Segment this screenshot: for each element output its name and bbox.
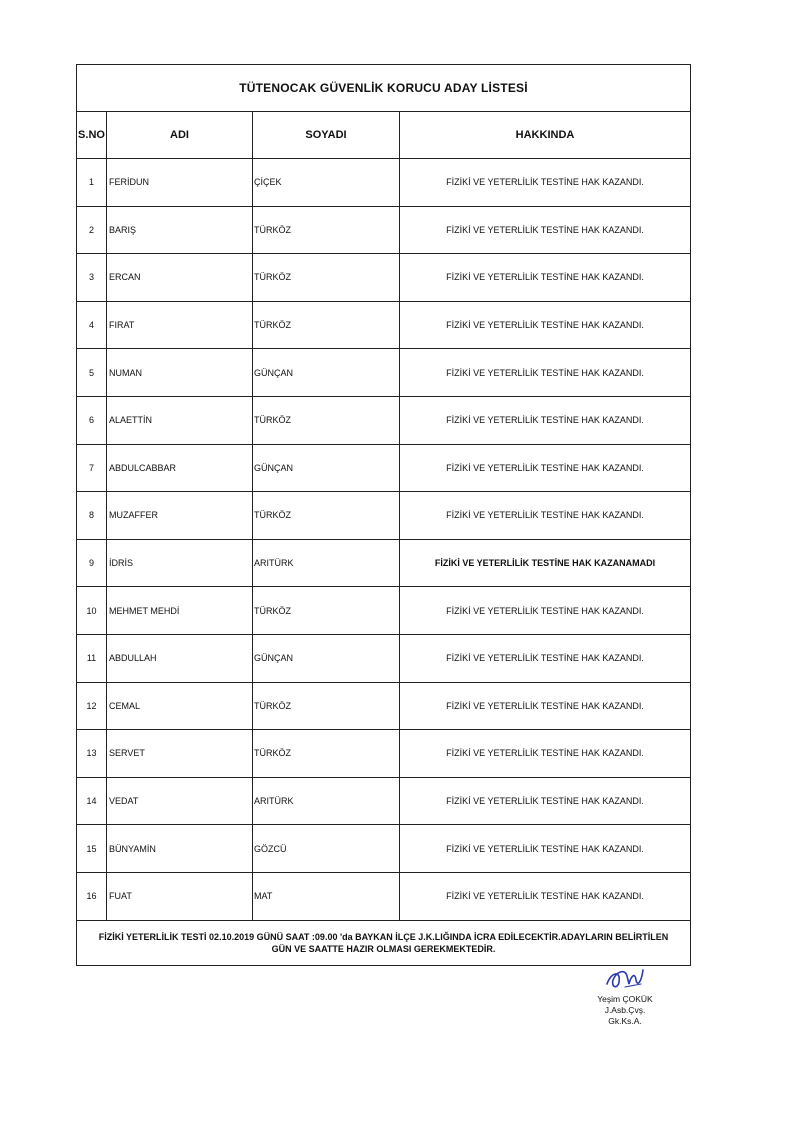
cell-sno: 4 [77,301,107,349]
cell-sno: 13 [77,730,107,778]
cell-hakkinda: FİZİKİ VE YETERLİLİK TESTİNE HAK KAZANDI. [400,634,691,682]
column-header-sno: S.NO [77,112,107,159]
column-header-soyadi: SOYADI [253,112,400,159]
cell-hakkinda: FİZİKİ VE YETERLİLİK TESTİNE HAK KAZANDI. [400,730,691,778]
handwritten-signature [603,962,647,994]
cell-adi: ABDULLAH [107,634,253,682]
cell-soyadi: MAT [253,872,400,920]
column-header-adi: ADI [107,112,253,159]
cell-sno: 1 [77,159,107,207]
cell-adi: BÜNYAMİN [107,825,253,873]
cell-sno: 9 [77,539,107,587]
cell-hakkinda: FİZİKİ VE YETERLİLİK TESTİNE HAK KAZANDI. [400,587,691,635]
exam-note [77,920,691,965]
cell-soyadi: GÖZCÜ [253,825,400,873]
cell-soyadi: GÜNÇAN [253,444,400,492]
cell-sno: 7 [77,444,107,492]
cell-sno: 12 [77,682,107,730]
document-title: TÜTENOCAK GÜVENLİK KORUCU ADAY LİSTESİ [77,65,691,112]
table-row [77,159,691,207]
cell-soyadi: GÜNÇAN [253,349,400,397]
cell-hakkinda: FİZİKİ VE YETERLİLİK TESTİNE HAK KAZANDI. [400,349,691,397]
table-row [77,206,691,254]
cell-soyadi: TÜRKÖZ [253,301,400,349]
cell-soyadi: TÜRKÖZ [253,730,400,778]
cell-adi: ALAETTİN [107,396,253,444]
table-row [77,349,691,397]
cell-soyadi: TÜRKÖZ [253,254,400,302]
cell-adi: FIRAT [107,301,253,349]
cell-hakkinda: FİZİKİ VE YETERLİLİK TESTİNE HAK KAZANDI. [400,159,691,207]
cell-sno: 14 [77,777,107,825]
exam-note-line-2: GÜN VE SAATTE HAZIR OLMASI GEREKMEKTEDİR. [271,943,496,954]
table-row [77,872,691,920]
cell-adi: BARIŞ [107,206,253,254]
cell-adi: MUZAFFER [107,492,253,540]
cell-soyadi: TÜRKÖZ [253,396,400,444]
table-row [77,396,691,444]
cell-sno: 2 [77,206,107,254]
cell-soyadi: ARITÜRK [253,777,400,825]
cell-adi: SERVET [107,730,253,778]
cell-sno: 11 [77,634,107,682]
table-row [77,254,691,302]
cell-hakkinda: FİZİKİ VE YETERLİLİK TESTİNE HAK KAZANDI. [400,492,691,540]
cell-soyadi: TÜRKÖZ [253,682,400,730]
cell-hakkinda: FİZİKİ VE YETERLİLİK TESTİNE HAK KAZANDI. [400,872,691,920]
cell-adi: ABDULCABBAR [107,444,253,492]
signature-block [580,962,670,1027]
cell-sno: 6 [77,396,107,444]
cell-sno: 15 [77,825,107,873]
column-header-hakkinda: HAKKINDA [400,112,691,159]
cell-adi: NUMAN [107,349,253,397]
cell-adi: MEHMET MEHDİ [107,587,253,635]
signatory-name: Yeşim ÇOKÜK [597,994,653,1004]
cell-soyadi: ÇİÇEK [253,159,400,207]
cell-hakkinda: FİZİKİ VE YETERLİLİK TESTİNE HAK KAZANAMADI [400,539,691,587]
cell-hakkinda: FİZİKİ VE YETERLİLİK TESTİNE HAK KAZANDI. [400,444,691,492]
table-row [77,539,691,587]
cell-soyadi: GÜNÇAN [253,634,400,682]
cell-adi: ERCAN [107,254,253,302]
table-row [77,587,691,635]
cell-hakkinda: FİZİKİ VE YETERLİLİK TESTİNE HAK KAZANDI. [400,682,691,730]
cell-hakkinda: FİZİKİ VE YETERLİLİK TESTİNE HAK KAZANDI. [400,301,691,349]
candidate-table [76,64,691,966]
exam-note-line-1: FİZİKİ YETERLİLİK TESTİ 02.10.2019 GÜNÜ SAAT :09.00 'da BAYKAN İLÇE J.K.LIĞINDA İCRA EDİLECEKTİR.ADAYLARIN BELİRTİLEN [98,931,669,942]
cell-soyadi: ARITÜRK [253,539,400,587]
table-row [77,634,691,682]
cell-adi: CEMAL [107,682,253,730]
cell-adi: FUAT [107,872,253,920]
table-row [77,730,691,778]
table-row [77,301,691,349]
cell-hakkinda: FİZİKİ VE YETERLİLİK TESTİNE HAK KAZANDI. [400,206,691,254]
cell-sno: 5 [77,349,107,397]
signatory-rank: J.Asb.Çvş. [604,1005,646,1015]
table-row [77,492,691,540]
cell-soyadi: TÜRKÖZ [253,206,400,254]
cell-adi: İDRİS [107,539,253,587]
candidate-list-document [76,64,690,966]
cell-hakkinda: FİZİKİ VE YETERLİLİK TESTİNE HAK KAZANDI. [400,825,691,873]
cell-hakkinda: FİZİKİ VE YETERLİLİK TESTİNE HAK KAZANDI. [400,777,691,825]
cell-sno: 8 [77,492,107,540]
table-row [77,682,691,730]
cell-soyadi: TÜRKÖZ [253,587,400,635]
signatory-unit: Gk.Ks.A. [608,1016,642,1026]
table-row [77,825,691,873]
cell-adi: FERİDUN [107,159,253,207]
cell-sno: 3 [77,254,107,302]
table-row [77,444,691,492]
cell-adi: VEDAT [107,777,253,825]
cell-hakkinda: FİZİKİ VE YETERLİLİK TESTİNE HAK KAZANDI. [400,396,691,444]
cell-soyadi: TÜRKÖZ [253,492,400,540]
table-row [77,777,691,825]
cell-sno: 16 [77,872,107,920]
cell-hakkinda: FİZİKİ VE YETERLİLİK TESTİNE HAK KAZANDI. [400,254,691,302]
cell-sno: 10 [77,587,107,635]
